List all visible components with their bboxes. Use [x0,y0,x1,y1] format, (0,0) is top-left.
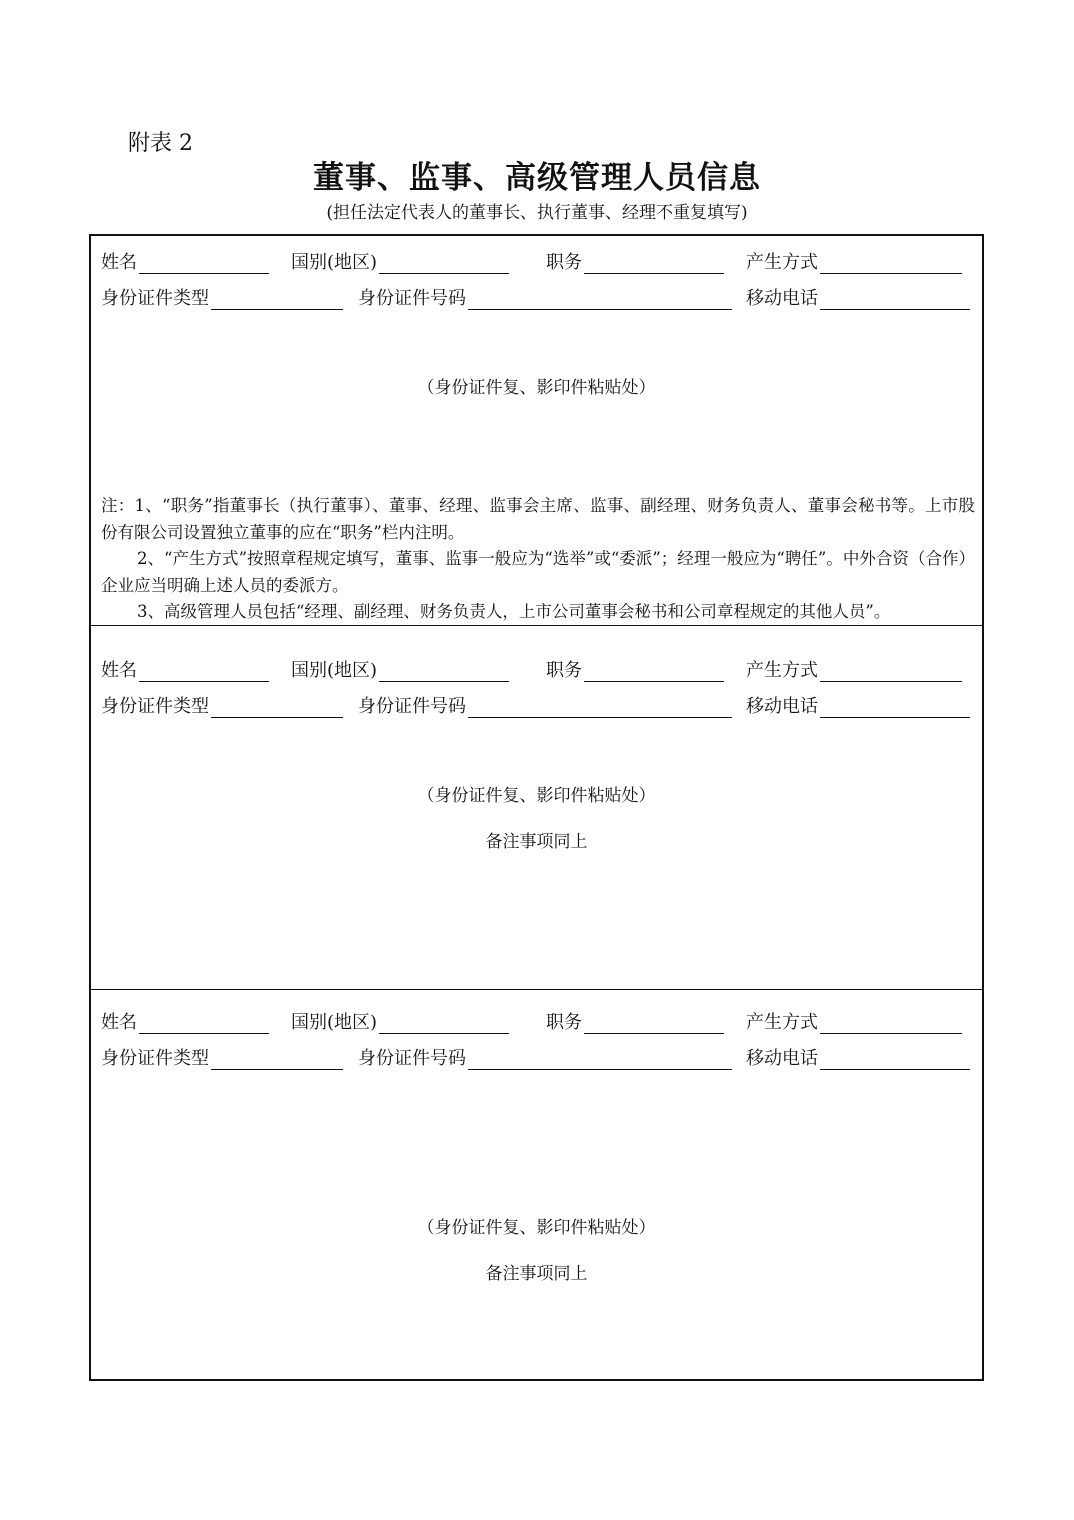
id-type-field[interactable] [101,1044,343,1070]
name-field[interactable] [101,248,269,274]
country-label: 国别(地区) [291,1012,378,1033]
person-section-3 [91,989,982,1380]
mobile-label: 移动电话 [746,288,818,309]
position-field[interactable] [546,248,724,274]
position-label: 职务 [546,252,582,273]
name-blank[interactable] [139,1015,269,1034]
id-number-field[interactable] [358,1044,732,1070]
country-label: 国别(地区) [291,660,378,681]
method-label: 产生方式 [746,660,818,681]
id-number-blank[interactable] [468,699,732,718]
person-section-2 [91,625,982,990]
id-number-blank[interactable] [468,291,732,310]
id-number-label: 身份证件号码 [358,288,466,309]
id-type-label: 身份证件类型 [101,288,209,309]
country-blank[interactable] [379,663,509,682]
method-field[interactable] [746,1008,962,1034]
mobile-blank[interactable] [820,291,970,310]
mobile-label: 移动电话 [746,696,818,717]
mobile-blank[interactable] [820,699,970,718]
position-blank[interactable] [584,255,724,274]
note-2: 2、“产生方式”按照章程规定填写，董事、监事一般应为“选举”或“委派”；经理一般应为“聘任”。中外合资（合作）企业应当明确上述人员的委派方。 [101,549,975,595]
position-blank[interactable] [584,1015,724,1034]
mobile-field[interactable] [746,692,970,718]
mobile-blank[interactable] [820,1051,970,1070]
id-type-blank[interactable] [211,699,343,718]
remark-same: 备注事项同上 [485,1264,588,1284]
name-label: 姓名 [101,660,137,681]
id-number-field[interactable] [358,692,732,718]
id-type-blank[interactable] [211,1051,343,1070]
mobile-field[interactable] [746,284,970,310]
method-label: 产生方式 [746,1012,818,1033]
mobile-field[interactable] [746,1044,970,1070]
attachment-label: 附表 2 [128,131,193,156]
country-label: 国别(地区) [291,252,378,273]
id-paste-area: （身份证件复、影印件粘贴处） [417,378,656,398]
name-label: 姓名 [101,1012,137,1033]
id-number-field[interactable] [358,284,732,310]
id-number-label: 身份证件号码 [358,1048,466,1069]
name-blank[interactable] [139,255,269,274]
remark-same: 备注事项同上 [485,832,588,852]
id-number-label: 身份证件号码 [358,696,466,717]
name-field[interactable] [101,1008,269,1034]
notes [101,493,975,626]
info-form [89,234,984,1381]
position-blank[interactable] [584,663,724,682]
person-section-1 [91,236,982,625]
page-title: 董事、监事、高级管理人员信息 [313,160,761,196]
country-field[interactable] [291,656,509,682]
position-field[interactable] [546,1008,724,1034]
id-type-label: 身份证件类型 [101,1048,209,1069]
position-label: 职务 [546,1012,582,1033]
method-blank[interactable] [820,1015,962,1034]
method-label: 产生方式 [746,252,818,273]
country-field[interactable] [291,1008,509,1034]
id-number-blank[interactable] [468,1051,732,1070]
name-field[interactable] [101,656,269,682]
method-blank[interactable] [820,663,962,682]
position-label: 职务 [546,660,582,681]
method-field[interactable] [746,656,962,682]
country-blank[interactable] [379,1015,509,1034]
note-3: 3、高级管理人员包括“经理、副经理、财务负责人，上市公司董事会秘书和公司章程规定的其他人员”。 [137,602,891,621]
id-type-blank[interactable] [211,291,343,310]
country-blank[interactable] [379,255,509,274]
page-subtitle: (担任法定代表人的董事长、执行董事、经理不重复填写) [326,203,748,223]
id-paste-area: （身份证件复、影印件粘贴处） [417,1218,656,1238]
id-type-field[interactable] [101,692,343,718]
id-type-field[interactable] [101,284,343,310]
id-paste-area: （身份证件复、影印件粘贴处） [417,786,656,806]
id-type-label: 身份证件类型 [101,696,209,717]
mobile-label: 移动电话 [746,1048,818,1069]
position-field[interactable] [546,656,724,682]
note-1: 注：1、“职务”指董事长（执行董事）、董事、经理、监事会主席、监事、副经理、财务负责人、董事会秘书等。上市股份有限公司设置独立董事的应在“职务”栏内注明。 [101,496,975,542]
name-label: 姓名 [101,252,137,273]
method-field[interactable] [746,248,962,274]
method-blank[interactable] [820,255,962,274]
country-field[interactable] [291,248,509,274]
name-blank[interactable] [139,663,269,682]
